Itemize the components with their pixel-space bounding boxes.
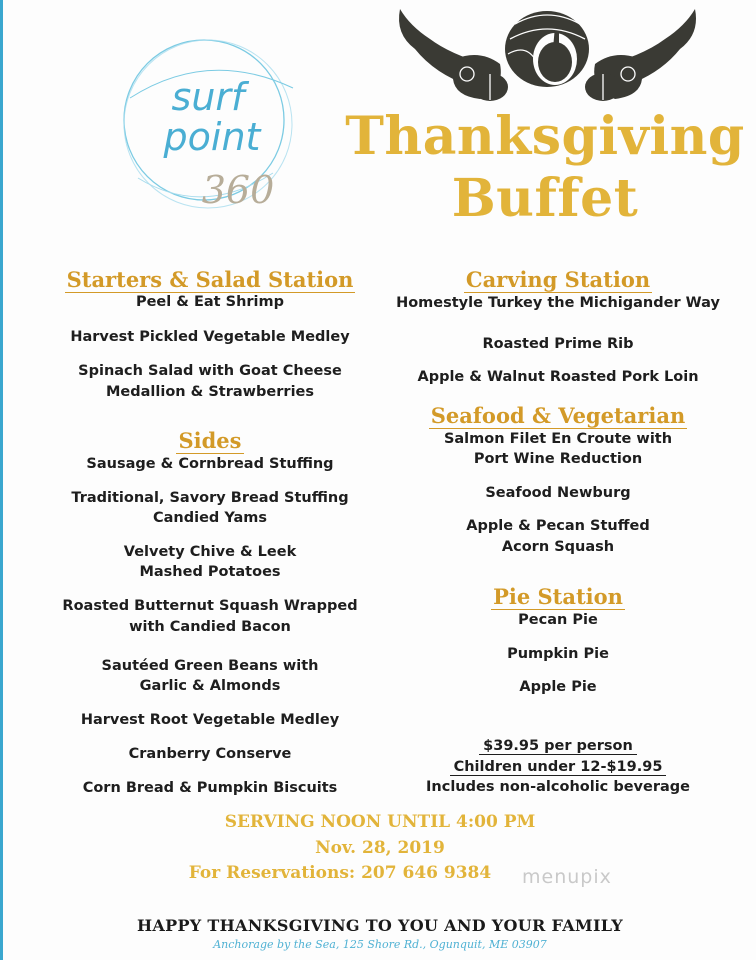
- menu-item: Roasted Prime Rib: [482, 336, 634, 352]
- seafood-heading: Seafood & Vegetarian: [430, 403, 686, 428]
- menu-item: Spinach Salad with Goat Cheese: [78, 363, 342, 379]
- menu-item: Sautéed Green Beans with: [101, 658, 319, 674]
- pie-heading: Pie Station: [493, 584, 623, 609]
- menu-item: Garlic & Almonds: [139, 678, 281, 694]
- menu-item: Apple & Pecan Stuffed: [466, 518, 650, 534]
- title-thanksgiving: Thanksgiving: [345, 106, 745, 167]
- closing-message: HAPPY THANKSGIVING TO YOU AND YOUR FAMILY: [137, 916, 623, 935]
- menu-item: Cranberry Conserve: [128, 746, 292, 762]
- menu-item: Sausage & Cornbread Stuffing: [86, 456, 334, 472]
- menu-item: Velvety Chive & Leek: [123, 544, 297, 560]
- venue-address: Anchorage by the Sea, 125 Shore Rd., Ogunquit, ME 03907: [213, 938, 547, 951]
- sides-heading: Sides: [178, 428, 242, 453]
- logo-360: 360: [201, 168, 275, 212]
- menu-item: Apple & Walnut Roasted Pork Loin: [417, 369, 699, 385]
- menu-item: Acorn Squash: [501, 539, 615, 555]
- serving-hours: SERVING NOON UNTIL 4:00 PM: [224, 812, 536, 832]
- menu-item: Candied Yams: [152, 510, 268, 526]
- title-buffet: Buffet: [451, 168, 639, 229]
- logo-surf: surf: [171, 75, 245, 119]
- menupix-watermark: menupix: [522, 866, 612, 888]
- menu-item: Homestyle Turkey the Michigander Way: [396, 295, 720, 311]
- serving-date: Nov. 28, 2019: [315, 838, 445, 858]
- menu-item: Apple Pie: [519, 679, 597, 695]
- left-edge-line: [0, 0, 3, 960]
- menu-item: Corn Bread & Pumpkin Biscuits: [82, 780, 338, 796]
- menu-item: Pecan Pie: [518, 612, 598, 628]
- carving-heading: Carving Station: [465, 267, 651, 292]
- starters-heading: Starters & Salad Station: [66, 267, 354, 292]
- menu-item: Pumpkin Pie: [507, 646, 609, 662]
- menu-item: Mashed Potatoes: [139, 564, 281, 580]
- menu-item: Harvest Root Vegetable Medley: [80, 712, 340, 728]
- menu-item: Medallion & Strawberries: [105, 384, 315, 400]
- reservations-phone: For Reservations: 207 646 9384: [188, 863, 492, 883]
- menu-item: with Candied Bacon: [129, 619, 291, 635]
- menu-item: Peel & Eat Shrimp: [135, 294, 285, 310]
- menu-item: Port Wine Reduction: [473, 451, 643, 467]
- menu-item: Roasted Butternut Squash Wrapped: [62, 598, 358, 614]
- adult-price: $39.95 per person: [388, 736, 728, 756]
- menu-item: Traditional, Savory Bread Stuffing: [71, 490, 349, 506]
- child-price: Children under 12-$19.95: [388, 757, 728, 777]
- menu-item: Harvest Pickled Vegetable Medley: [70, 329, 350, 345]
- menu-item: Seafood Newburg: [485, 485, 631, 501]
- logo-point: point: [163, 115, 261, 159]
- beverage-note: Includes non-alcoholic beverage: [426, 779, 690, 795]
- menu-item: Salmon Filet En Croute with: [443, 431, 673, 447]
